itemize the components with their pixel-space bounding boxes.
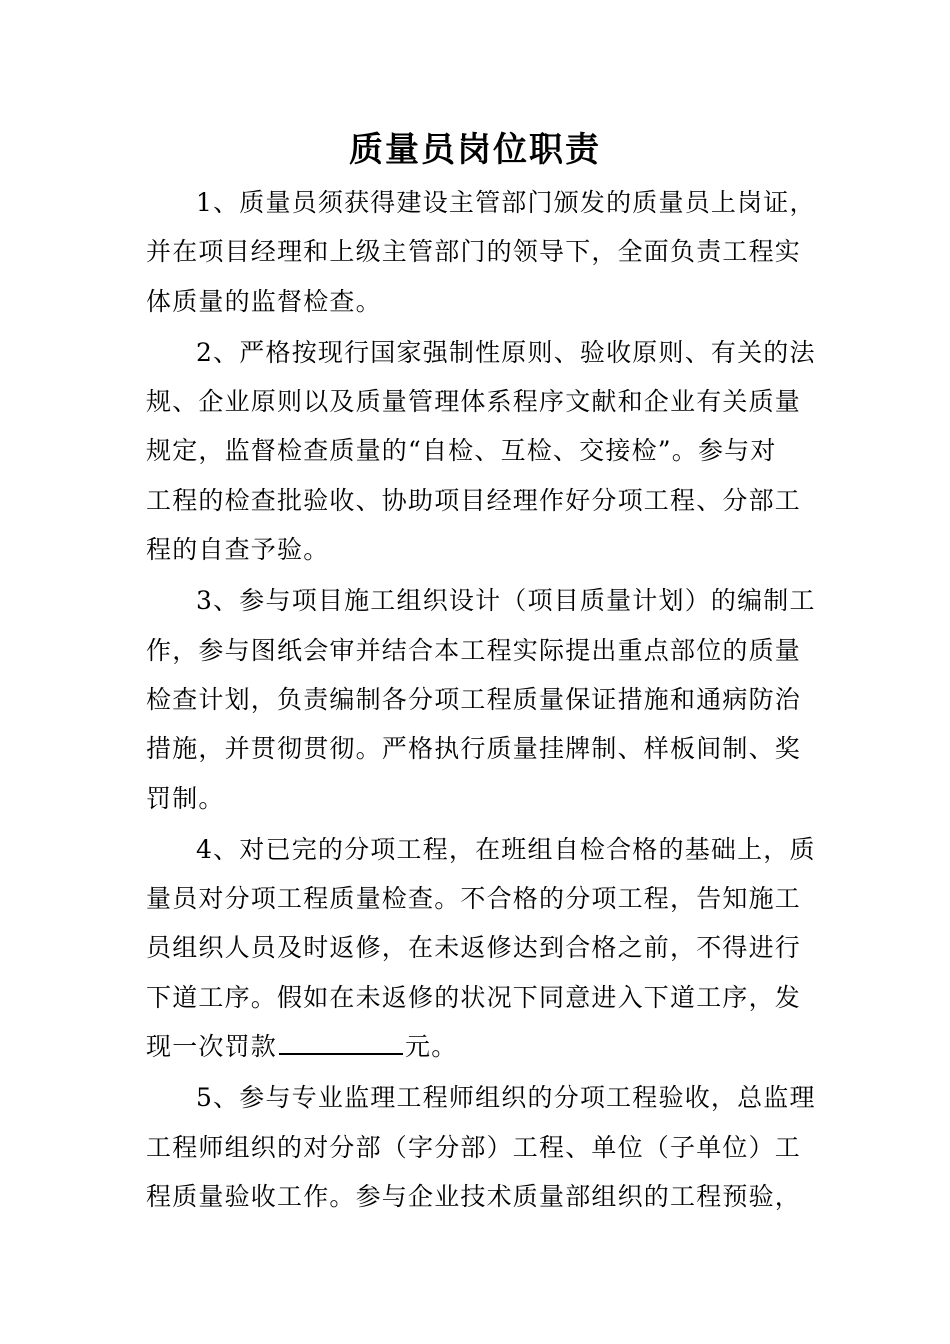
fine-text-after: 元。 (405, 1032, 458, 1062)
paragraph-2 (146, 328, 816, 574)
text-line: 程的自查予验。 (146, 535, 330, 565)
text-line: 员组织人员及时返修，在未返修达到合格之前，不得进行 (146, 933, 802, 963)
text-line: 体质量的监督检查。 (146, 286, 382, 316)
text-line: 工程师组织的对分部（字分部）工程、单位（子单位）工 (146, 1132, 802, 1162)
document-body (146, 178, 816, 1223)
text-line: 2、严格按现行国家强制性原则、验收原则、有关的法 (196, 337, 816, 367)
paragraph-4 (146, 825, 816, 1071)
text-line: 量员对分项工程质量检查。不合格的分项工程，告知施工 (146, 884, 802, 914)
text-line: 5、参与专业监理工程师组织的分项工程验收，总监理 (196, 1083, 816, 1113)
fine-line (146, 1022, 812, 1071)
paragraph-3 (146, 576, 816, 822)
paragraph-1 (146, 178, 816, 326)
text-line: 规、企业原则以及质量管理体系程序文献和企业有关质量 (146, 387, 802, 417)
text-line: 检查计划，负责编制各分项工程质量保证措施和通病防治 (146, 684, 802, 714)
text-line: 并在项目经理和上级主管部门的领导下，全面负责工程实 (146, 237, 802, 267)
text-line: 作，参与图纸会审并结合本工程实际提出重点部位的质量 (146, 635, 802, 665)
text-line: 3、参与项目施工组织设计（项目质量计划）的编制工 (196, 586, 816, 616)
fine-amount-blank (279, 1025, 403, 1055)
text-line: 程质量验收工作。参与企业技术质量部组织的工程预验， (146, 1181, 802, 1211)
text-line: 工程的检查批验收、协助项目经理作好分项工程、分部工 (146, 485, 802, 515)
paragraph-5 (146, 1073, 816, 1221)
text-line: 规定，监督检查质量的“自检、互检、交接检”。参与对 (146, 436, 777, 466)
document-title: 质量员岗位职责 (349, 130, 601, 170)
fine-text-before: 现一次罚款 (146, 1032, 278, 1062)
text-line: 1、质量员须获得建设主管部门颁发的质量员上岗证， (196, 188, 816, 217)
text-line: 下道工序。假如在未返修的状况下同意进入下道工序，发 (146, 982, 802, 1012)
text-line: 4、对已完的分项工程，在班组自检合格的基础上，质 (196, 834, 816, 864)
text-line: 罚制。 (146, 783, 225, 813)
text-line: 措施，并贯彻贯彻。严格执行质量挂牌制、样板间制、奖 (146, 734, 802, 764)
